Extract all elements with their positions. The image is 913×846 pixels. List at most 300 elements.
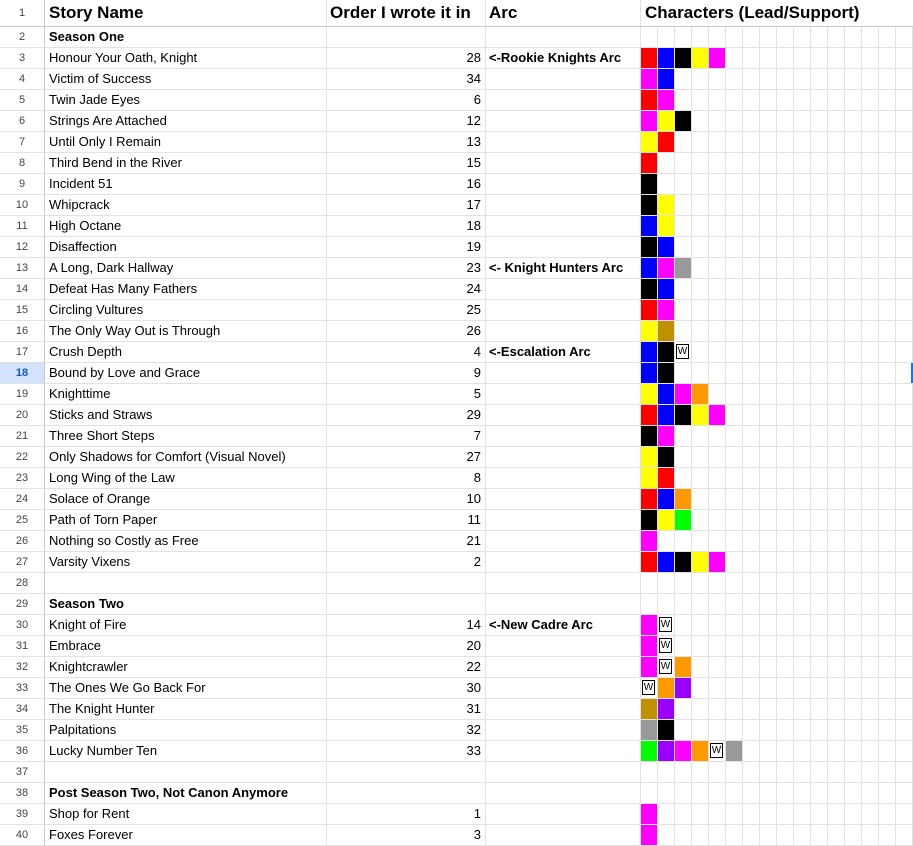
character-empty-cell[interactable] [777, 531, 794, 552]
character-empty-cell[interactable] [896, 468, 913, 489]
character-empty-cell[interactable] [675, 195, 692, 216]
character-empty-cell[interactable] [743, 321, 760, 342]
character-empty-cell[interactable] [794, 531, 811, 552]
character-empty-cell[interactable] [692, 216, 709, 237]
row-number[interactable]: 6 [0, 111, 45, 132]
row-number[interactable]: 32 [0, 657, 45, 678]
row-number[interactable]: 26 [0, 531, 45, 552]
character-empty-cell[interactable] [743, 825, 760, 846]
character-empty-cell[interactable] [879, 573, 896, 594]
character-empty-cell[interactable] [896, 216, 913, 237]
character-empty-cell[interactable] [845, 111, 862, 132]
character-empty-cell[interactable] [709, 279, 726, 300]
character-empty-cell[interactable] [743, 804, 760, 825]
character-empty-cell[interactable] [675, 804, 692, 825]
character-empty-cell[interactable] [828, 153, 845, 174]
character-empty-cell[interactable] [828, 195, 845, 216]
row-number[interactable]: 18 [0, 363, 45, 384]
character-empty-cell[interactable] [760, 237, 777, 258]
character-empty-cell[interactable] [760, 489, 777, 510]
character-empty-cell[interactable] [879, 405, 896, 426]
character-color-cell[interactable] [658, 720, 675, 741]
character-empty-cell[interactable] [828, 531, 845, 552]
character-empty-cell[interactable] [760, 258, 777, 279]
character-empty-cell[interactable] [845, 825, 862, 846]
character-empty-cell[interactable] [709, 804, 726, 825]
arc-cell[interactable] [486, 132, 641, 153]
character-empty-cell[interactable] [879, 762, 896, 783]
character-empty-cell[interactable] [811, 405, 828, 426]
character-empty-cell[interactable] [845, 279, 862, 300]
row-number[interactable]: 12 [0, 237, 45, 258]
character-empty-cell[interactable] [811, 69, 828, 90]
character-empty-cell[interactable] [692, 195, 709, 216]
character-empty-cell[interactable] [760, 552, 777, 573]
row-number[interactable]: 24 [0, 489, 45, 510]
character-empty-cell[interactable] [828, 825, 845, 846]
character-empty-cell[interactable] [658, 825, 675, 846]
character-empty-cell[interactable] [743, 279, 760, 300]
character-empty-cell[interactable] [794, 405, 811, 426]
character-empty-cell[interactable] [794, 678, 811, 699]
character-empty-cell[interactable] [709, 783, 726, 804]
character-empty-cell[interactable] [794, 657, 811, 678]
character-empty-cell[interactable] [709, 90, 726, 111]
character-empty-cell[interactable] [726, 279, 743, 300]
order-cell[interactable]: 7 [327, 426, 486, 447]
story-name-cell[interactable]: Three Short Steps [45, 426, 327, 447]
row-number[interactable]: 13 [0, 258, 45, 279]
character-empty-cell[interactable] [862, 279, 879, 300]
row-number[interactable]: 22 [0, 447, 45, 468]
character-empty-cell[interactable] [726, 573, 743, 594]
character-empty-cell[interactable] [743, 531, 760, 552]
character-empty-cell[interactable] [845, 636, 862, 657]
character-empty-cell[interactable] [794, 174, 811, 195]
character-empty-cell[interactable] [862, 720, 879, 741]
character-empty-cell[interactable] [709, 342, 726, 363]
character-empty-cell[interactable] [896, 69, 913, 90]
character-empty-cell[interactable] [743, 48, 760, 69]
character-empty-cell[interactable] [760, 90, 777, 111]
character-color-cell[interactable] [658, 510, 675, 531]
story-name-cell[interactable]: Incident 51 [45, 174, 327, 195]
arc-cell[interactable] [486, 426, 641, 447]
character-empty-cell[interactable] [743, 363, 760, 384]
character-empty-cell[interactable] [794, 594, 811, 615]
character-empty-cell[interactable] [879, 300, 896, 321]
character-empty-cell[interactable] [862, 489, 879, 510]
character-empty-cell[interactable] [760, 384, 777, 405]
row-number[interactable]: 25 [0, 510, 45, 531]
character-empty-cell[interactable] [794, 132, 811, 153]
order-cell[interactable]: 27 [327, 447, 486, 468]
character-empty-cell[interactable] [658, 153, 675, 174]
character-empty-cell[interactable] [641, 27, 658, 48]
character-empty-cell[interactable] [828, 573, 845, 594]
character-empty-cell[interactable] [828, 90, 845, 111]
character-empty-cell[interactable] [896, 153, 913, 174]
character-empty-cell[interactable] [760, 405, 777, 426]
character-empty-cell[interactable] [675, 615, 692, 636]
order-cell[interactable]: 24 [327, 279, 486, 300]
character-empty-cell[interactable] [896, 510, 913, 531]
character-empty-cell[interactable] [658, 804, 675, 825]
row-number[interactable]: 28 [0, 573, 45, 594]
character-color-cell[interactable] [675, 489, 692, 510]
character-empty-cell[interactable] [641, 573, 658, 594]
character-empty-cell[interactable] [828, 594, 845, 615]
arc-cell[interactable] [486, 468, 641, 489]
character-empty-cell[interactable] [743, 573, 760, 594]
character-empty-cell[interactable] [862, 405, 879, 426]
character-empty-cell[interactable] [760, 48, 777, 69]
character-color-cell[interactable] [658, 447, 675, 468]
arc-cell[interactable]: <-Rookie Knights Arc [486, 48, 641, 69]
character-empty-cell[interactable] [828, 636, 845, 657]
character-empty-cell[interactable] [726, 531, 743, 552]
character-empty-cell[interactable] [811, 384, 828, 405]
row-number[interactable]: 31 [0, 636, 45, 657]
character-empty-cell[interactable] [879, 69, 896, 90]
character-empty-cell[interactable] [811, 426, 828, 447]
character-empty-cell[interactable] [811, 27, 828, 48]
row-number[interactable]: 17 [0, 342, 45, 363]
character-empty-cell[interactable] [879, 237, 896, 258]
character-w-cell[interactable] [658, 615, 675, 636]
character-empty-cell[interactable] [879, 342, 896, 363]
character-empty-cell[interactable] [675, 300, 692, 321]
story-name-cell[interactable]: Shop for Rent [45, 804, 327, 825]
character-empty-cell[interactable] [845, 741, 862, 762]
character-empty-cell[interactable] [862, 258, 879, 279]
order-cell[interactable]: 26 [327, 321, 486, 342]
arc-cell[interactable] [486, 447, 641, 468]
character-empty-cell[interactable] [811, 531, 828, 552]
character-empty-cell[interactable] [862, 825, 879, 846]
character-color-cell[interactable] [658, 489, 675, 510]
character-empty-cell[interactable] [709, 216, 726, 237]
row-number[interactable]: 23 [0, 468, 45, 489]
character-empty-cell[interactable] [726, 48, 743, 69]
character-empty-cell[interactable] [692, 678, 709, 699]
row-number[interactable]: 36 [0, 741, 45, 762]
character-empty-cell[interactable] [896, 447, 913, 468]
character-empty-cell[interactable] [743, 90, 760, 111]
story-name-cell[interactable]: Bound by Love and Grace [45, 363, 327, 384]
arc-cell[interactable] [486, 657, 641, 678]
character-empty-cell[interactable] [879, 783, 896, 804]
character-empty-cell[interactable] [896, 489, 913, 510]
story-name-cell[interactable]: Only Shadows for Comfort (Visual Novel) [45, 447, 327, 468]
order-cell[interactable] [327, 594, 486, 615]
character-color-cell[interactable] [641, 741, 658, 762]
character-empty-cell[interactable] [743, 111, 760, 132]
order-cell[interactable]: 30 [327, 678, 486, 699]
character-empty-cell[interactable] [675, 783, 692, 804]
character-empty-cell[interactable] [794, 426, 811, 447]
row-number[interactable]: 40 [0, 825, 45, 846]
arc-cell[interactable] [486, 174, 641, 195]
row-number[interactable]: 8 [0, 153, 45, 174]
row-number[interactable]: 14 [0, 279, 45, 300]
arc-cell[interactable] [486, 573, 641, 594]
character-empty-cell[interactable] [658, 573, 675, 594]
character-empty-cell[interactable] [743, 405, 760, 426]
arc-cell[interactable] [486, 27, 641, 48]
character-empty-cell[interactable] [692, 27, 709, 48]
character-empty-cell[interactable] [709, 762, 726, 783]
arc-cell[interactable] [486, 321, 641, 342]
character-empty-cell[interactable] [760, 678, 777, 699]
character-empty-cell[interactable] [896, 195, 913, 216]
character-empty-cell[interactable] [845, 300, 862, 321]
character-empty-cell[interactable] [709, 363, 726, 384]
character-empty-cell[interactable] [879, 279, 896, 300]
character-empty-cell[interactable] [879, 48, 896, 69]
character-empty-cell[interactable] [862, 153, 879, 174]
character-empty-cell[interactable] [811, 594, 828, 615]
character-w-cell[interactable] [658, 657, 675, 678]
arc-cell[interactable] [486, 195, 641, 216]
character-empty-cell[interactable] [777, 195, 794, 216]
character-empty-cell[interactable] [845, 216, 862, 237]
character-color-cell[interactable] [658, 237, 675, 258]
story-name-cell[interactable]: Season One [45, 27, 327, 48]
character-empty-cell[interactable] [726, 216, 743, 237]
character-empty-cell[interactable] [777, 741, 794, 762]
order-cell[interactable]: 18 [327, 216, 486, 237]
character-empty-cell[interactable] [879, 174, 896, 195]
character-empty-cell[interactable] [794, 783, 811, 804]
character-empty-cell[interactable] [777, 426, 794, 447]
arc-cell[interactable] [486, 489, 641, 510]
character-empty-cell[interactable] [760, 321, 777, 342]
story-name-cell[interactable]: Foxes Forever [45, 825, 327, 846]
character-empty-cell[interactable] [794, 111, 811, 132]
character-empty-cell[interactable] [709, 636, 726, 657]
character-empty-cell[interactable] [879, 615, 896, 636]
character-empty-cell[interactable] [862, 216, 879, 237]
character-color-cell[interactable] [641, 405, 658, 426]
character-empty-cell[interactable] [845, 342, 862, 363]
character-empty-cell[interactable] [828, 69, 845, 90]
character-empty-cell[interactable] [726, 321, 743, 342]
character-empty-cell[interactable] [828, 741, 845, 762]
arc-cell[interactable] [486, 720, 641, 741]
character-empty-cell[interactable] [692, 720, 709, 741]
character-empty-cell[interactable] [777, 174, 794, 195]
character-empty-cell[interactable] [777, 90, 794, 111]
character-empty-cell[interactable] [777, 363, 794, 384]
character-empty-cell[interactable] [896, 573, 913, 594]
character-w-cell[interactable] [641, 678, 658, 699]
character-empty-cell[interactable] [828, 720, 845, 741]
character-empty-cell[interactable] [879, 720, 896, 741]
character-empty-cell[interactable] [777, 825, 794, 846]
character-empty-cell[interactable] [726, 783, 743, 804]
character-empty-cell[interactable] [675, 762, 692, 783]
character-empty-cell[interactable] [896, 825, 913, 846]
character-empty-cell[interactable] [692, 699, 709, 720]
character-empty-cell[interactable] [692, 447, 709, 468]
story-name-cell[interactable]: Solace of Orange [45, 489, 327, 510]
character-empty-cell[interactable] [709, 699, 726, 720]
character-color-cell[interactable] [641, 258, 658, 279]
row-number[interactable]: 20 [0, 405, 45, 426]
character-empty-cell[interactable] [845, 321, 862, 342]
row-number[interactable]: 9 [0, 174, 45, 195]
arc-cell[interactable] [486, 678, 641, 699]
character-empty-cell[interactable] [828, 111, 845, 132]
arc-cell[interactable] [486, 384, 641, 405]
character-empty-cell[interactable] [879, 657, 896, 678]
order-cell[interactable]: 4 [327, 342, 486, 363]
character-empty-cell[interactable] [709, 69, 726, 90]
character-empty-cell[interactable] [794, 153, 811, 174]
character-empty-cell[interactable] [658, 594, 675, 615]
character-empty-cell[interactable] [726, 510, 743, 531]
character-empty-cell[interactable] [862, 69, 879, 90]
character-empty-cell[interactable] [811, 447, 828, 468]
character-empty-cell[interactable] [862, 321, 879, 342]
character-empty-cell[interactable] [811, 678, 828, 699]
character-empty-cell[interactable] [845, 762, 862, 783]
character-empty-cell[interactable] [879, 678, 896, 699]
character-empty-cell[interactable] [862, 636, 879, 657]
character-empty-cell[interactable] [811, 699, 828, 720]
character-empty-cell[interactable] [862, 699, 879, 720]
character-empty-cell[interactable] [760, 783, 777, 804]
story-name-cell[interactable]: Varsity Vixens [45, 552, 327, 573]
character-empty-cell[interactable] [709, 132, 726, 153]
character-empty-cell[interactable] [675, 27, 692, 48]
character-color-cell[interactable] [641, 489, 658, 510]
character-empty-cell[interactable] [760, 741, 777, 762]
arc-cell[interactable] [486, 552, 641, 573]
character-empty-cell[interactable] [828, 27, 845, 48]
character-empty-cell[interactable] [743, 699, 760, 720]
character-empty-cell[interactable] [709, 720, 726, 741]
character-empty-cell[interactable] [709, 468, 726, 489]
character-color-cell[interactable] [658, 699, 675, 720]
character-empty-cell[interactable] [896, 111, 913, 132]
character-empty-cell[interactable] [862, 531, 879, 552]
character-empty-cell[interactable] [879, 699, 896, 720]
character-empty-cell[interactable] [828, 468, 845, 489]
character-empty-cell[interactable] [828, 258, 845, 279]
character-color-cell[interactable] [658, 132, 675, 153]
character-empty-cell[interactable] [675, 447, 692, 468]
story-name-cell[interactable]: Knightcrawler [45, 657, 327, 678]
arc-cell[interactable] [486, 531, 641, 552]
character-empty-cell[interactable] [760, 447, 777, 468]
character-empty-cell[interactable] [777, 153, 794, 174]
character-color-cell[interactable] [675, 258, 692, 279]
character-color-cell[interactable] [641, 720, 658, 741]
character-empty-cell[interactable] [726, 615, 743, 636]
row-number[interactable]: 29 [0, 594, 45, 615]
character-color-cell[interactable] [641, 195, 658, 216]
row-number[interactable]: 3 [0, 48, 45, 69]
character-empty-cell[interactable] [845, 405, 862, 426]
character-empty-cell[interactable] [862, 237, 879, 258]
character-empty-cell[interactable] [879, 636, 896, 657]
character-color-cell[interactable] [658, 258, 675, 279]
character-empty-cell[interactable] [794, 90, 811, 111]
character-empty-cell[interactable] [879, 363, 896, 384]
character-empty-cell[interactable] [777, 720, 794, 741]
character-empty-cell[interactable] [743, 741, 760, 762]
character-empty-cell[interactable] [743, 678, 760, 699]
character-empty-cell[interactable] [845, 678, 862, 699]
character-empty-cell[interactable] [777, 510, 794, 531]
character-empty-cell[interactable] [658, 27, 675, 48]
story-name-cell[interactable] [45, 573, 327, 594]
character-empty-cell[interactable] [845, 615, 862, 636]
character-empty-cell[interactable] [896, 615, 913, 636]
character-empty-cell[interactable] [828, 783, 845, 804]
character-empty-cell[interactable] [760, 342, 777, 363]
character-empty-cell[interactable] [811, 216, 828, 237]
character-empty-cell[interactable] [879, 384, 896, 405]
character-empty-cell[interactable] [692, 804, 709, 825]
story-name-cell[interactable]: Palpitations [45, 720, 327, 741]
character-empty-cell[interactable] [794, 195, 811, 216]
character-empty-cell[interactable] [709, 153, 726, 174]
character-empty-cell[interactable] [743, 468, 760, 489]
character-empty-cell[interactable] [743, 216, 760, 237]
character-color-cell[interactable] [641, 468, 658, 489]
character-empty-cell[interactable] [896, 27, 913, 48]
character-empty-cell[interactable] [845, 90, 862, 111]
row-number[interactable]: 1 [0, 0, 45, 27]
character-empty-cell[interactable] [760, 615, 777, 636]
character-empty-cell[interactable] [828, 174, 845, 195]
character-empty-cell[interactable] [777, 279, 794, 300]
character-empty-cell[interactable] [743, 720, 760, 741]
character-empty-cell[interactable] [709, 657, 726, 678]
character-empty-cell[interactable] [811, 636, 828, 657]
character-color-cell[interactable] [641, 363, 658, 384]
character-color-cell[interactable] [658, 741, 675, 762]
character-empty-cell[interactable] [777, 489, 794, 510]
character-color-cell[interactable] [641, 132, 658, 153]
story-name-cell[interactable]: Knight of Fire [45, 615, 327, 636]
character-empty-cell[interactable] [726, 384, 743, 405]
row-number[interactable]: 19 [0, 384, 45, 405]
character-empty-cell[interactable] [828, 804, 845, 825]
character-empty-cell[interactable] [760, 657, 777, 678]
order-cell[interactable] [327, 783, 486, 804]
character-empty-cell[interactable] [709, 27, 726, 48]
character-empty-cell[interactable] [675, 279, 692, 300]
character-empty-cell[interactable] [692, 153, 709, 174]
character-empty-cell[interactable] [658, 783, 675, 804]
character-empty-cell[interactable] [743, 258, 760, 279]
character-empty-cell[interactable] [879, 426, 896, 447]
character-empty-cell[interactable] [862, 363, 879, 384]
character-empty-cell[interactable] [879, 531, 896, 552]
story-name-cell[interactable] [45, 762, 327, 783]
character-empty-cell[interactable] [845, 258, 862, 279]
row-number[interactable]: 10 [0, 195, 45, 216]
order-cell[interactable]: 15 [327, 153, 486, 174]
character-color-cell[interactable] [709, 405, 726, 426]
character-empty-cell[interactable] [896, 174, 913, 195]
character-empty-cell[interactable] [760, 762, 777, 783]
character-empty-cell[interactable] [743, 489, 760, 510]
